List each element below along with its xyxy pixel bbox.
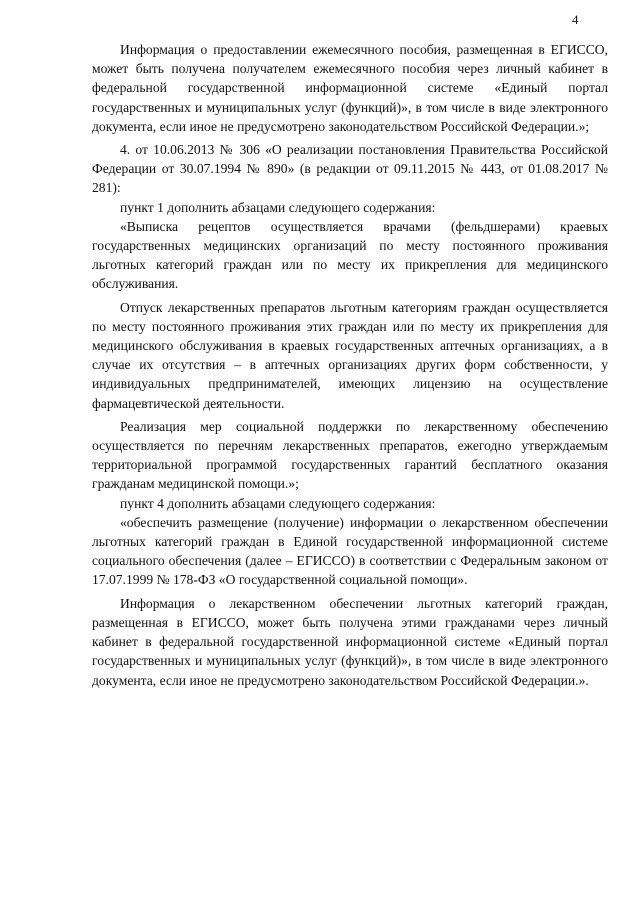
paragraph-egisso-benefit-info: Информация о предоставлении ежемесячного пособия, размещенная в ЕГИССО, может быть получена получателем ежемесячного пособия через личный кабинет в федеральной государственной информационной системе «Единый портал государственных и муниципальных услуг (функций)», в том числе в виде электронного документа, если иное не предусмотрено законодательством Российской Федерации.»; bbox=[92, 42, 608, 134]
paragraph-drug-dispensing: Отпуск лекарственных препаратов льготным категориям граждан осуществляется по месту постоянного проживания этих граждан или по месту их прикрепления для медицинского обслуживания в краевых государственных аптечных организациях, а в случае их отсутствия – в аптечных организациях других форм собственности, у индивидуальных предпринимателей, имеющих лицензию на осуществление фармацевтической деятельности. bbox=[92, 299, 608, 411]
paragraph-egisso-drug-info: Информация о лекарственном обеспечении льготных категорий граждан, размещенная в ЕГИССО, может быть получена этими гражданами через личный кабинет в федеральной государственной информационной системе «Единый портал государственных и муниципальных услуг (функций)», в том числе в виде электронного документа, если иное не предусмотрено законодательством Российской Федерации.». bbox=[92, 595, 608, 688]
paragraph-point-1-intro: пункт 1 дополнить абзацами следующего содержания: bbox=[120, 199, 436, 215]
page-number: 4 bbox=[572, 12, 579, 27]
document-body bbox=[92, 40, 608, 690]
paragraph-egisso-placement: «обеспечить размещение (получение) информации о лекарственном обеспечении льготных категорий граждан в Единой государственной информационной системе социального обеспечения (далее – ЕГИССО) в соответствии с Федеральным законом от 17.07.1999 № 178-ФЗ «О государственной социальной помощи». bbox=[92, 514, 608, 588]
paragraph-resolution-306-heading: 4. от 10.06.2013 № 306 «О реализации постановления Правительства Российской Федерации от 30.07.1994 № 890» (в редакции от 09.11.2015 № 443, от 01.08.2017 № 281): bbox=[92, 142, 608, 196]
paragraph-social-support-measures: Реализация мер социальной поддержки по лекарственному обеспечению осуществляется по перечням лекарственных препаратов, ежегодно утверждаемым территориальной программой государственных гарантий бесплатного оказания гражданам медицинской помощи.»; bbox=[92, 418, 608, 492]
paragraph-prescriptions: «Выписка рецептов осуществляется врачами (фельдшерами) краевых государственных медицинских организаций по месту постоянного проживания льготных категорий граждан или по месту их прикрепления для медицинского обслуживания. bbox=[92, 218, 608, 292]
paragraph-point-4-intro: пункт 4 дополнить абзацами следующего содержания: bbox=[120, 495, 436, 511]
